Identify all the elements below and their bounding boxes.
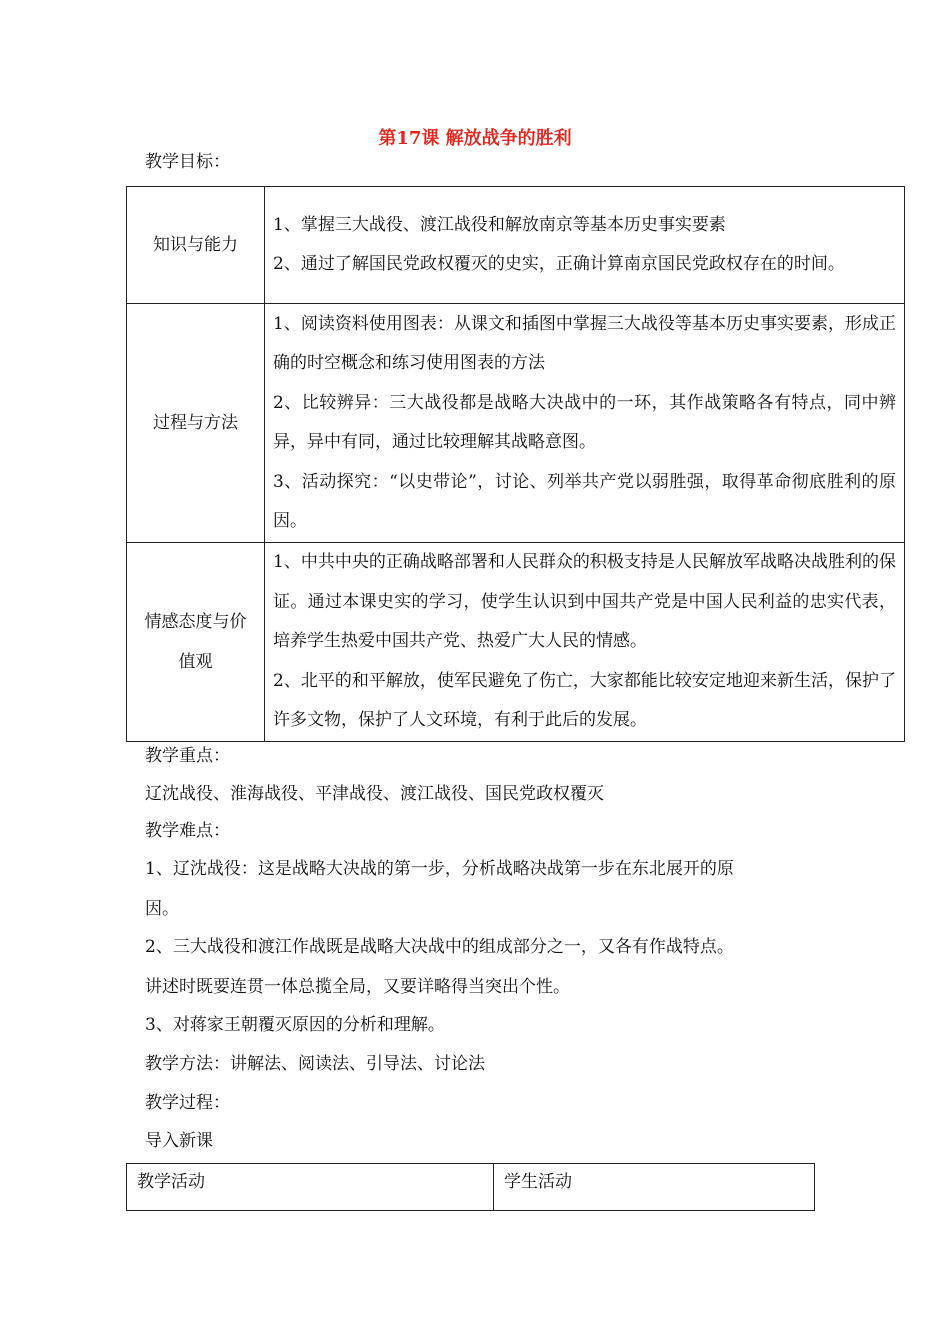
- goal-item: 1、阅读资料使用图表：从课文和插图中掌握三大战役等基本历史事实要素，形成正确的时空概念和练习使用图表的方法: [273, 313, 896, 373]
- process-heading: 教学过程：: [145, 1093, 230, 1113]
- content-cell: [265, 543, 905, 742]
- category-label: 知识与能力: [153, 235, 238, 255]
- table-row: [127, 1164, 815, 1211]
- goal-item: 1、中共中央的正确战略部署和人民群众的积极支持是人民解放军战略决战胜利的保证。通过本课史实的学习，使学生认识到中国共产党是中国人民利益的忠实代表，培养学生热爱中国共产党、热爱广大人民的情感。: [273, 552, 896, 652]
- category-label: 值观: [178, 652, 213, 672]
- content-cell: [265, 187, 905, 304]
- table-row: [127, 304, 905, 543]
- goals-heading: 教学目标：: [145, 152, 230, 172]
- goal-item: 2、比较辨异：三大战役都是战略大决战中的一环，其作战策略各有特点，同中辨异，异中有同，通过比较理解其战略意图。: [273, 392, 896, 452]
- category-label: 情感态度与价: [144, 612, 247, 632]
- difficulty-text: 因。: [145, 899, 179, 919]
- category-label: 过程与方法: [153, 413, 238, 433]
- category-cell: [127, 543, 265, 742]
- table-row: [127, 187, 905, 304]
- goal-item: 2、通过了解国民党政权覆灭的史实，正确计算南京国民党政权存在的时间。: [273, 254, 845, 274]
- goals-table: [126, 186, 905, 742]
- student-activity-header: 学生活动: [494, 1164, 815, 1211]
- table-row: [127, 543, 905, 742]
- page-title: 第17课 解放战争的胜利: [378, 128, 572, 149]
- difficulty-text: 3、对蒋家王朝覆灭原因的分析和理解。: [145, 1015, 445, 1035]
- key-points-text: 辽沈战役、淮海战役、平津战役、渡江战役、国民党政权覆灭: [145, 784, 604, 804]
- difficulty-text: 讲述时既要连贯一体总揽全局，又要详略得当突出个性。: [145, 977, 570, 997]
- difficulty-text: 1、辽沈战役：这是战略大决战的第一步，分析战略决战第一步在东北展开的原: [145, 859, 734, 879]
- teaching-activity-header: 教学活动: [127, 1164, 494, 1211]
- goal-item: 3、活动探究：“以史带论”，讨论、列举共产党以弱胜强，取得革命彻底胜利的原因。: [273, 471, 896, 531]
- category-cell: [127, 187, 265, 304]
- key-points-heading: 教学重点：: [145, 746, 230, 766]
- process-table: [126, 1163, 815, 1211]
- goal-item: 1、掌握三大战役、渡江战役和解放南京等基本历史事实要素: [273, 214, 726, 235]
- content-cell: [265, 304, 905, 543]
- category-cell: [127, 304, 265, 543]
- difficulty-text: 2、三大战役和渡江作战既是战略大决战中的组成部分之一，又各有作战特点。: [145, 937, 734, 957]
- goal-item: 2、北平的和平解放，使军民避免了伤亡，大家都能比较安定地迎来新生活，保护了许多文物，保护了人文环境，有利于此后的发展。: [273, 670, 896, 731]
- methods-text: 教学方法：讲解法、阅读法、引导法、讨论法: [145, 1054, 485, 1074]
- difficulties-heading: 教学难点：: [145, 821, 230, 841]
- intro-text: 导入新课: [145, 1131, 213, 1151]
